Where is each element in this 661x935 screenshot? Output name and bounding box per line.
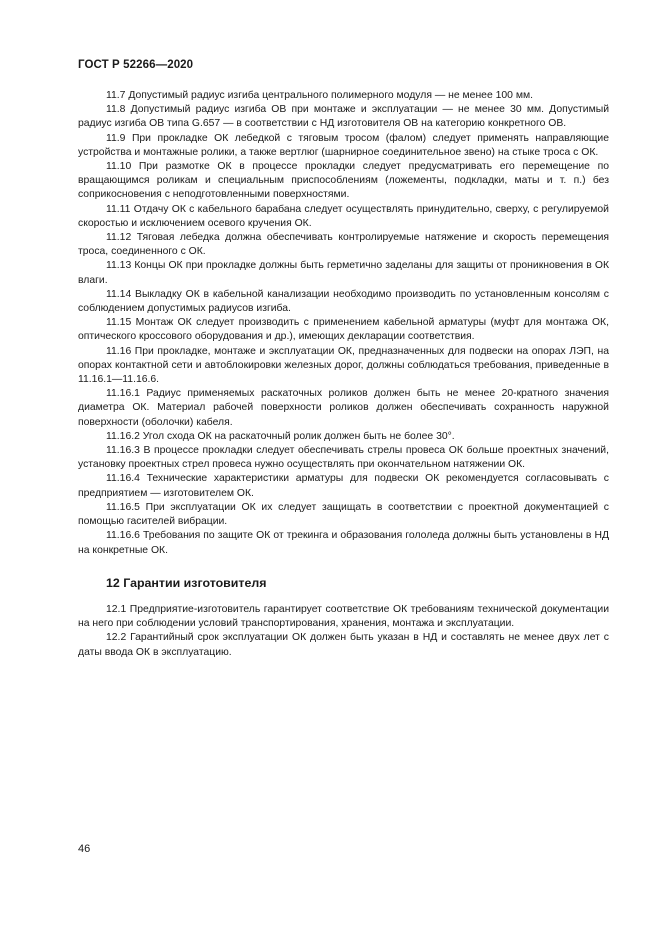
paragraph-11-15: 11.15 Монтаж ОК следует производить с применением кабельной арматуры (муфт для монтажа ОК, оптического кроссового оборудования и др.), имеющих декларации соответствия.	[78, 317, 609, 343]
paragraph-11-9: 11.9 При прокладке ОК лебедкой с тяговым тросом (фалом) следует применять направляющие устройства и монтажные ролики, а также вертлюг (шарнирное соединительное звено) на стыке троса с ОК.	[78, 132, 609, 158]
paragraph-11-8: 11.8 Допустимый радиус изгиба ОВ при монтаже и эксплуатации — не менее 30 мм. Допустимый радиус изгиба ОВ типа G.657 — в соответствии с НД изготовителя ОВ на категорию конкретного ОВ.	[78, 104, 609, 130]
paragraph-11-10: 11.10 При размотке ОК в процессе прокладки следует предусматривать его перемещение по вращающимся роликам и специальным приспособлениям (ложементы, подкладки, маты и т. п.) без соприкосновения с неподготовленными поверхностями.	[78, 161, 609, 201]
paragraph-11-16-5: 11.16.5 При эксплуатации ОК их следует защищать в соответствии с проектной документацией с помощью гасителей вибрации.	[78, 501, 609, 528]
paragraph-12-2: 12.2 Гарантийный срок эксплуатации ОК должен быть указан в НД и составлять не менее двух лет с даты ввода ОК в эксплуатацию.	[78, 632, 609, 658]
document-header: ГОСТ Р 52266—2020	[78, 59, 194, 71]
paragraph-11-12: 11.12 Тяговая лебедка должна обеспечивать контролируемые натяжение и скорость перемещения троса, соединенного с ОК.	[78, 232, 609, 258]
paragraph-11-13: 11.13 Концы ОК при прокладке должны быть герметично заделаны для защиты от проникновения в ОК влаги.	[78, 260, 609, 286]
document-body	[78, 89, 609, 660]
paragraph-11-16-3: 11.16.3 В процессе прокладки следует обеспечивать стрелы провеса ОК больше проектных значений, установку проектных стрел провеса нужно осуществлять при окончательном натяжении ОК.	[78, 445, 609, 471]
paragraph-11-14: 11.14 Выкладку ОК в кабельной канализации необходимо производить по установленным консолям с соблюдением допустимых радиусов изгиба.	[78, 288, 609, 315]
section-12-title: 12 Гарантии изготовителя	[106, 575, 267, 590]
paragraph-11-16-6: 11.16.6 Требования по защите ОК от трекинга и образования гололеда должны быть установлены в НД на конкретные ОК.	[78, 530, 609, 556]
paragraph-11-16: 11.16 При прокладке, монтаже и эксплуатации ОК, предназначенных для подвески на опорах ЛЭП, на опорах контактной сети и автоблокировки железных дорог, должны соблюдаться требования, приведенные в 11.16.1—11.16.6.	[78, 345, 609, 386]
page-number: 46	[78, 843, 91, 855]
paragraph-11-16-4: 11.16.4 Технические характеристики арматуры для подвески ОК рекомендуется согласовывать с предприятием — изготовителем ОК.	[78, 473, 609, 499]
paragraph-11-7: 11.7 Допустимый радиус изгиба центрального полимерного модуля — не менее 100 мм.	[106, 90, 534, 101]
paragraph-11-11: 11.11 Отдачу ОК с кабельного барабана следует осуществлять принудительно, сверху, с регулируемой скоростью и исключением осевого кручения ОК.	[78, 203, 609, 229]
paragraph-11-16-1: 11.16.1 Радиус применяемых раскаточных роликов должен быть не менее 20-кратного значения диаметра ОК. Материал рабочей поверхности роликов должен обеспечивать сохранность наружной поверхности (оболочки) кабеля.	[78, 388, 609, 428]
paragraph-11-16-2: 11.16.2 Угол схода ОК на раскаточный ролик должен быть не более 30°.	[106, 430, 455, 442]
paragraph-12-1: 12.1 Предприятие-изготовитель гарантирует соответствие ОК требованиям технической документации на него при соблюдении условий транспортирования, хранения, монтажа и эксплуатации.	[78, 603, 609, 630]
